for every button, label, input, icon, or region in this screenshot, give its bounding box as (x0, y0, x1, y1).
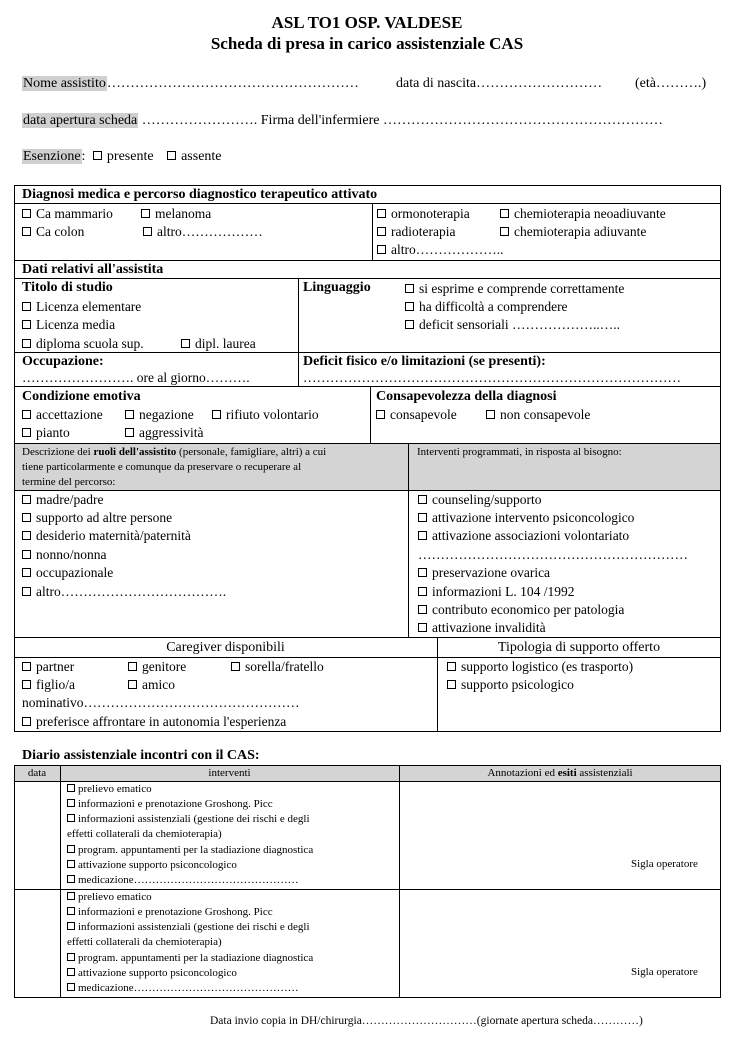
diag-chemio-adiuvante[interactable]: chemioterapia adiuvante (500, 224, 646, 240)
diario-info-assistenziali-cont: effetti collaterali da chemioterapia) (67, 828, 222, 840)
ruolo-supporto-persone[interactable]: supporto ad altre persone (22, 510, 172, 526)
diagnosi-heading: Diagnosi medica e percorso diagnostico terapeutico attivato (22, 187, 378, 202)
supporto-psicologico[interactable]: supporto psicologico (447, 677, 574, 693)
diario-medicazione[interactable]: medicazione……………………………………… (67, 874, 299, 886)
condizione-heading: Condizione emotiva (22, 389, 141, 404)
intervento-psiconcologico[interactable]: attivazione intervento psiconcologico (418, 510, 634, 526)
checkbox[interactable] (143, 227, 152, 236)
checkbox-assente[interactable] (167, 151, 176, 160)
checkbox[interactable] (376, 410, 385, 419)
ruoli-desc-line-2: tiene particolarmente e comunque da preservare o recuperare al (22, 461, 302, 473)
caregiver-partner[interactable]: partner (22, 659, 74, 675)
diario-info-assistenziali-cont: effetti collaterali da chemioterapia) (67, 936, 222, 948)
diario-groshong[interactable]: informazioni e prenotazione Groshong. Picc (67, 906, 273, 918)
checkbox[interactable] (67, 968, 75, 976)
diario-prelievo[interactable]: prelievo ematico (67, 891, 152, 903)
checkbox[interactable] (22, 550, 31, 559)
data-nascita-field[interactable]: data di nascita……………………… (396, 76, 603, 91)
emozione-pianto[interactable]: pianto (22, 425, 70, 441)
checkbox[interactable] (405, 302, 414, 311)
checkbox[interactable] (377, 245, 386, 254)
checkbox[interactable] (22, 531, 31, 540)
diario-info-assistenziali[interactable]: informazioni assistenziali (gestione dei rischi e degli (67, 813, 310, 825)
caregiver-figlio[interactable]: figlio/a (22, 677, 75, 693)
checkbox[interactable] (418, 623, 427, 632)
diag-ormonoterapia[interactable]: ormonoterapia (377, 206, 470, 222)
consapevole[interactable]: consapevole (376, 407, 457, 423)
checkbox[interactable] (231, 662, 240, 671)
consapevolezza-heading: Consapevolezza della diagnosi (376, 389, 557, 404)
diag-ca-colon[interactable]: Ca colon (22, 224, 84, 240)
diario-program-appuntamenti[interactable]: program. appuntamenti per la stadiazione diagnostica (67, 844, 313, 856)
non-consapevole[interactable]: non consapevole (486, 407, 590, 423)
assente-label: assente (181, 149, 222, 164)
ruolo-madre-padre[interactable]: madre/padre (22, 492, 103, 508)
checkbox[interactable] (22, 410, 31, 419)
caregiver-amico[interactable]: amico (128, 677, 175, 693)
eta-field[interactable]: (età……….) (635, 76, 707, 91)
checkbox[interactable] (500, 209, 509, 218)
checkbox[interactable] (67, 860, 75, 868)
diario-supporto-psiconcologico[interactable]: attivazione supporto psiconcologico (67, 859, 237, 871)
intervento-counseling[interactable]: counseling/supporto (418, 492, 542, 508)
checkbox[interactable] (22, 568, 31, 577)
ruolo-desiderio[interactable]: desiderio maternità/paternità (22, 528, 191, 544)
checkbox[interactable] (22, 587, 31, 596)
diag-altro-terapia[interactable]: altro……………….. (377, 242, 504, 258)
ruolo-nonno[interactable]: nonno/nonna (22, 547, 107, 563)
diario-info-assistenziali[interactable]: informazioni assistenziali (gestione dei rischi e degli (67, 921, 310, 933)
ruolo-altro[interactable]: altro………………………………. (22, 584, 226, 600)
checkbox[interactable] (67, 983, 75, 991)
checkbox[interactable] (125, 410, 134, 419)
col-annotazioni-header: Annotazioni ed esiti assistenziali (487, 767, 633, 779)
checkbox[interactable] (22, 302, 31, 311)
caregiver-autonomia[interactable]: preferisce affrontare in autonomia l'esperienza (22, 714, 286, 730)
diag-ca-mammario[interactable]: Ca mammario (22, 206, 113, 222)
intervento-preservazione[interactable]: preservazione ovarica (418, 565, 550, 581)
titolo-studio-heading: Titolo di studio (22, 280, 113, 295)
diario-supporto-psiconcologico[interactable]: attivazione supporto psiconcologico (67, 967, 237, 979)
supporto-logistico[interactable]: supporto logistico (es trasporto) (447, 659, 633, 675)
emozione-accettazione[interactable]: accettazione (22, 407, 103, 423)
checkbox[interactable] (67, 907, 75, 915)
linguaggio-heading: Linguaggio (303, 280, 371, 295)
checkbox[interactable] (67, 953, 75, 961)
checkbox[interactable] (125, 428, 134, 437)
data-apertura-label: data apertura scheda (23, 113, 138, 128)
checkbox[interactable] (22, 320, 31, 329)
checkbox[interactable] (22, 495, 31, 504)
intervento-contributo[interactable]: contributo economico per patologia (418, 602, 624, 618)
linguaggio-deficit[interactable]: deficit sensoriali ………………..….. (405, 317, 620, 333)
esenzione-colon: : (81, 149, 86, 164)
nome-assistito-row[interactable] (22, 76, 359, 92)
checkbox[interactable] (418, 495, 427, 504)
checkbox[interactable] (22, 339, 31, 348)
col-interventi-header: interventi (208, 767, 251, 779)
checkbox[interactable] (405, 320, 414, 329)
col-data-header: data (27, 767, 47, 779)
checkbox[interactable] (22, 227, 31, 236)
ruoli-desc-line-1: Descrizione dei ruoli dell'assistito (personale, famigliare, altri) a cui (22, 446, 327, 458)
checkbox[interactable] (22, 662, 31, 671)
diag-chemio-neoadiuvante[interactable]: chemioterapia neoadiuvante (500, 206, 666, 222)
checkbox[interactable] (22, 428, 31, 437)
caregiver-heading: Caregiver disponibili (166, 640, 285, 655)
titolo-licenza-media[interactable]: Licenza media (22, 317, 115, 333)
diario-program-appuntamenti[interactable]: program. appuntamenti per la stadiazione diagnostica (67, 952, 313, 964)
checkbox[interactable] (128, 662, 137, 671)
document-subtitle: Scheda di presa in carico assistenziale CAS (210, 34, 524, 53)
esenzione-label: Esenzione (23, 149, 81, 164)
ruoli-desc-line-3: termine del percorso: (22, 476, 116, 488)
interventi-heading: Interventi programmati, in risposta al bisogno: (417, 446, 622, 458)
caregiver-genitore[interactable]: genitore (128, 659, 186, 675)
occupazione-field[interactable]: ……………………. ore al giorno………. (22, 370, 250, 385)
checkbox[interactable] (67, 784, 75, 792)
dati-heading: Dati relativi all'assistita (22, 262, 164, 277)
intervento-legge-104[interactable]: informazioni L. 104 /1992 (418, 584, 574, 600)
checkbox[interactable] (22, 209, 31, 218)
checkbox[interactable] (405, 284, 414, 293)
checkbox-presente[interactable] (93, 151, 102, 160)
diario-heading: Diario assistenziale incontri con il CAS: (22, 748, 260, 763)
emozione-aggressivita[interactable]: aggressività (125, 425, 203, 441)
esenzione-row (22, 149, 222, 165)
sigla-operatore[interactable]: Sigla operatore (631, 858, 698, 870)
diag-radioterapia[interactable]: radioterapia (377, 224, 455, 240)
caregiver-sorella-fratello[interactable]: sorella/fratello (231, 659, 324, 675)
checkbox[interactable] (22, 680, 31, 689)
checkbox[interactable] (418, 513, 427, 522)
sigla-operatore[interactable]: Sigla operatore (631, 966, 698, 978)
diag-altro[interactable]: altro……………… (143, 224, 263, 240)
footer-invio-copia[interactable]: Data invio copia in DH/chirurgia…………………………(giornate apertura scheda…………) (210, 1015, 643, 1027)
linguaggio-difficolta[interactable]: ha difficoltà a comprendere (405, 299, 568, 315)
checkbox[interactable] (447, 680, 456, 689)
checkbox[interactable] (128, 680, 137, 689)
checkbox[interactable] (67, 814, 75, 822)
titolo-laurea[interactable]: dipl. laurea (181, 336, 256, 352)
checkbox[interactable] (377, 209, 386, 218)
diario-medicazione[interactable]: medicazione……………………………………… (67, 982, 299, 994)
checkbox[interactable] (418, 587, 427, 596)
checkbox[interactable] (22, 717, 31, 726)
occupazione-heading: Occupazione: (22, 354, 104, 369)
checkbox[interactable] (486, 410, 495, 419)
deficit-heading: Deficit fisico e/o limitazioni (se presenti): (303, 354, 546, 369)
linguaggio-comprende[interactable]: si esprime e comprende correttamente (405, 281, 624, 297)
checkbox[interactable] (418, 531, 427, 540)
checkbox[interactable] (67, 892, 75, 900)
checkbox[interactable] (67, 799, 75, 807)
diag-melanoma[interactable]: melanoma (141, 206, 211, 222)
tipologia-heading: Tipologia di supporto offerto (497, 640, 661, 655)
document-title: ASL TO1 OSP. VALDESE (271, 13, 463, 32)
apertura-firma-field[interactable]: ……………………. Firma dell'infermiere …………………………………………………… (141, 113, 664, 128)
nome-assistito-label: Nome assistito (23, 76, 106, 91)
ruolo-occupazionale[interactable]: occupazionale (22, 565, 113, 581)
checkbox[interactable] (67, 922, 75, 930)
intervento-altro-field[interactable]: …………………………………………………… (418, 547, 688, 562)
caregiver-nominativo-field[interactable]: nominativo………………………………………… (22, 695, 300, 710)
emozione-negazione[interactable]: negazione (125, 407, 194, 423)
checkbox[interactable] (181, 339, 190, 348)
presente-label: presente (106, 149, 154, 164)
checkbox[interactable] (418, 605, 427, 614)
checkbox[interactable] (67, 875, 75, 883)
titolo-diploma[interactable]: diploma scuola sup. (22, 336, 144, 352)
checkbox[interactable] (22, 513, 31, 522)
checkbox[interactable] (418, 568, 427, 577)
intervento-volontariato[interactable]: attivazione associazioni volontariato (418, 528, 629, 544)
checkbox[interactable] (212, 410, 221, 419)
checkbox[interactable] (377, 227, 386, 236)
checkbox[interactable] (447, 662, 456, 671)
diario-prelievo[interactable]: prelievo ematico (67, 783, 152, 795)
checkbox[interactable] (67, 845, 75, 853)
apertura-row[interactable] (22, 113, 663, 129)
intervento-invalidita[interactable]: attivazione invalidità (418, 620, 546, 636)
titolo-licenza-elementare[interactable]: Licenza elementare (22, 299, 141, 315)
emozione-rifiuto[interactable]: rifiuto volontario (212, 407, 319, 423)
deficit-field[interactable]: ………………………………………………………………………… (303, 370, 681, 385)
checkbox[interactable] (500, 227, 509, 236)
checkbox[interactable] (141, 209, 150, 218)
nome-assistito-field[interactable]: ……………………………………………… (106, 76, 359, 91)
diario-groshong[interactable]: informazioni e prenotazione Groshong. Picc (67, 798, 273, 810)
